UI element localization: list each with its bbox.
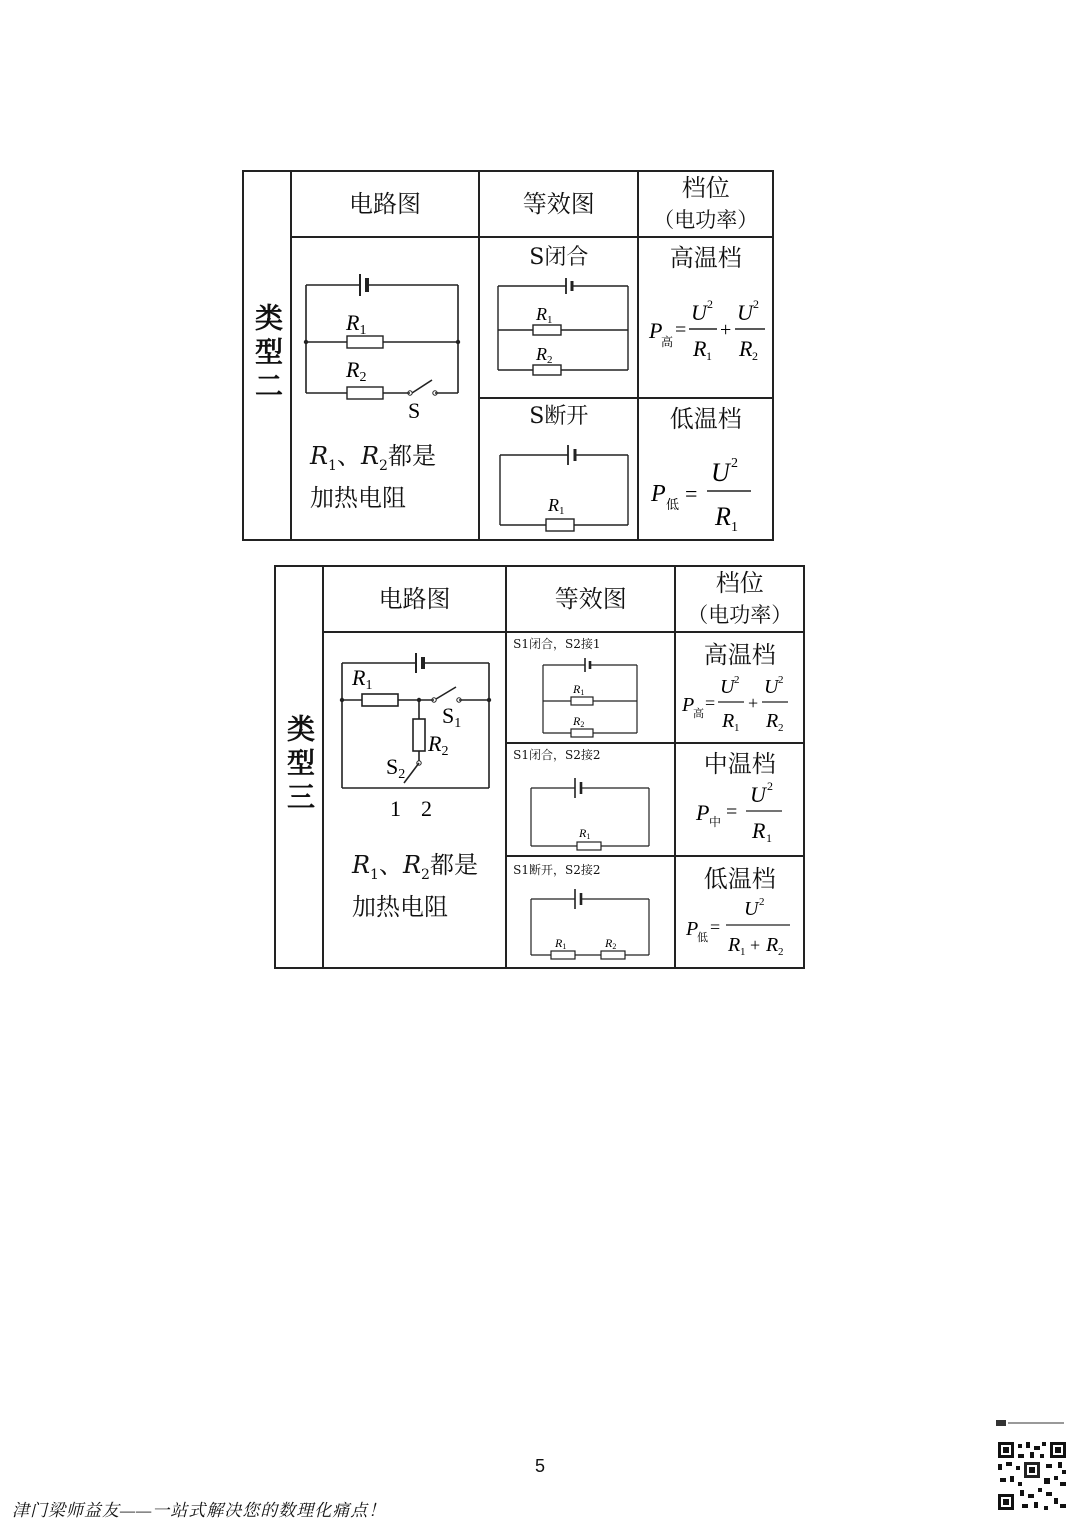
svg-text:P: P [651, 481, 667, 507]
gear-label: 高温档 [703, 641, 776, 669]
type3-pos1-label: 1 [389, 796, 401, 821]
svg-text:+: + [720, 319, 732, 341]
svg-text:R: R [693, 336, 707, 361]
type2-table [242, 170, 774, 541]
gear-label: 高温档 [669, 244, 742, 272]
qr-code-icon [996, 1420, 1068, 1512]
type3-equiv-cell-low [506, 856, 675, 968]
type3-header-circuit: 电路图 [323, 566, 506, 632]
svg-text:R1: R1 [536, 304, 553, 326]
svg-text:+: + [748, 693, 759, 713]
svg-text:R: R [728, 934, 741, 956]
type2-label: 类型二 [250, 302, 284, 405]
svg-text:U: U [711, 458, 731, 487]
type3-pos2-label: 2 [420, 796, 432, 821]
type2-equiv-closed-diagram [480, 274, 638, 398]
type3-r1-label: R1 [351, 665, 373, 693]
svg-text:R1: R1 [579, 826, 591, 841]
condition-label: S1闭合，S2接2 [513, 748, 601, 762]
footer-slogan: 津门梁师益友——一站式解决您的数理化痛点！ [12, 1501, 387, 1520]
type3-circuit-diagram [324, 633, 506, 833]
type2-formula-low [639, 443, 772, 539]
svg-text:2: 2 [734, 674, 740, 686]
svg-text:U: U [750, 782, 767, 807]
svg-text:R: R [752, 818, 766, 843]
type2-header-equivalent: 等效图 [479, 171, 638, 237]
svg-text:P: P [696, 800, 710, 825]
type2-header-gear [638, 171, 773, 237]
condition-label: S闭合 [529, 245, 589, 270]
type2-r1-label: R1 [345, 310, 367, 338]
svg-text:2: 2 [778, 946, 784, 958]
svg-text:高: 高 [661, 335, 674, 349]
svg-text:2: 2 [778, 722, 784, 734]
type2-equiv-cell-open [479, 398, 638, 540]
type2-formula-high [639, 288, 772, 378]
svg-text:R: R [766, 710, 779, 732]
svg-text:=: = [685, 481, 698, 506]
svg-text:1: 1 [734, 722, 740, 734]
svg-text:U: U [691, 300, 708, 325]
svg-text:U: U [720, 676, 735, 698]
type2-gear-cell-high [638, 237, 773, 398]
svg-text:2: 2 [731, 456, 739, 471]
condition-label: S断开 [529, 404, 589, 429]
svg-text:2: 2 [759, 896, 765, 908]
type2-r2-label: R2 [345, 357, 367, 385]
condition-label: S1断开，S2接2 [513, 863, 601, 877]
gear-header-line2: （电功率） [687, 603, 793, 627]
type3-label-cell [275, 566, 323, 968]
type3-note: $R_1$、$R_2$都是 加热电阻 [351, 851, 478, 921]
type3-s1-label: S1 [441, 703, 462, 731]
type3-formula-low [676, 895, 803, 969]
svg-text:+: + [750, 935, 761, 955]
svg-text:P: P [682, 694, 695, 716]
type3-s2-label: S2 [385, 754, 406, 782]
gear-label: 低温档 [703, 865, 776, 893]
type3-gear-cell-high [675, 632, 804, 743]
svg-text:R: R [766, 934, 779, 956]
svg-text:R: R [722, 710, 735, 732]
type2-s-label: S [407, 398, 421, 423]
type3-gear-cell-mid [675, 743, 804, 856]
type3-formula-high [676, 669, 803, 741]
svg-text:中: 中 [709, 815, 722, 829]
svg-text:U: U [764, 676, 779, 698]
svg-text:U: U [744, 898, 759, 920]
page-number: 5 [534, 1456, 545, 1476]
type3-equiv-cell-high [506, 632, 675, 743]
gear-header-line1: 档位 [715, 569, 764, 597]
svg-text:R2: R2 [605, 936, 617, 951]
condition-label: S1闭合，S2接1 [513, 637, 601, 651]
svg-text:=: = [726, 801, 738, 823]
type2-gear-cell-low [638, 398, 773, 540]
svg-text:=: = [675, 319, 687, 341]
type2-circuit-cell [291, 237, 479, 540]
type2-equiv-open-diagram [480, 433, 638, 543]
svg-text:P: P [686, 918, 699, 940]
svg-text:低: 低 [666, 497, 680, 512]
svg-text:R1: R1 [548, 495, 565, 517]
type3-gear-cell-low [675, 856, 804, 968]
svg-text:R2: R2 [536, 344, 553, 366]
gear-header-line2: （电功率） [653, 208, 759, 232]
type2-equiv-cell-closed [479, 237, 638, 398]
type2-label-cell [243, 171, 291, 540]
type3-header-equivalent: 等效图 [506, 566, 675, 632]
svg-text:1: 1 [766, 831, 773, 845]
svg-text:2: 2 [707, 297, 714, 311]
svg-text:1: 1 [706, 349, 713, 363]
svg-text:=: = [710, 917, 721, 937]
svg-text:R1: R1 [573, 682, 585, 697]
svg-text:1: 1 [731, 520, 739, 535]
type3-equiv-low-diagram [507, 877, 675, 969]
type3-equiv-cell-mid [506, 743, 675, 856]
svg-text:1: 1 [740, 946, 746, 958]
type3-equiv-high-diagram [507, 651, 675, 743]
type3-r2-label: R2 [427, 731, 449, 759]
svg-text:U: U [737, 300, 754, 325]
type3-header-gear [675, 566, 804, 632]
svg-text:=: = [705, 693, 716, 713]
svg-text:2: 2 [753, 297, 760, 311]
svg-text:P: P [649, 318, 663, 343]
gear-label: 低温档 [669, 405, 742, 433]
svg-text:R: R [739, 336, 753, 361]
svg-text:2: 2 [767, 779, 774, 793]
type3-label: 类型三 [282, 714, 316, 816]
svg-text:2: 2 [778, 674, 784, 686]
svg-text:高: 高 [693, 708, 705, 720]
type3-formula-mid [676, 778, 803, 854]
gear-label: 中温档 [703, 750, 776, 778]
gear-header-line1: 档位 [681, 174, 730, 202]
svg-text:R: R [715, 502, 732, 531]
type3-circuit-cell [323, 632, 506, 968]
type2-header-circuit: 电路图 [291, 171, 479, 237]
type3-table [274, 565, 805, 969]
svg-text:R2: R2 [573, 714, 585, 729]
svg-text:2: 2 [752, 349, 759, 363]
type3-equiv-mid-diagram [507, 764, 675, 856]
svg-text:低: 低 [697, 932, 709, 944]
type2-note: $R_1$、$R_2$都是 加热电阻 [309, 442, 436, 512]
svg-text:R1: R1 [555, 936, 567, 951]
